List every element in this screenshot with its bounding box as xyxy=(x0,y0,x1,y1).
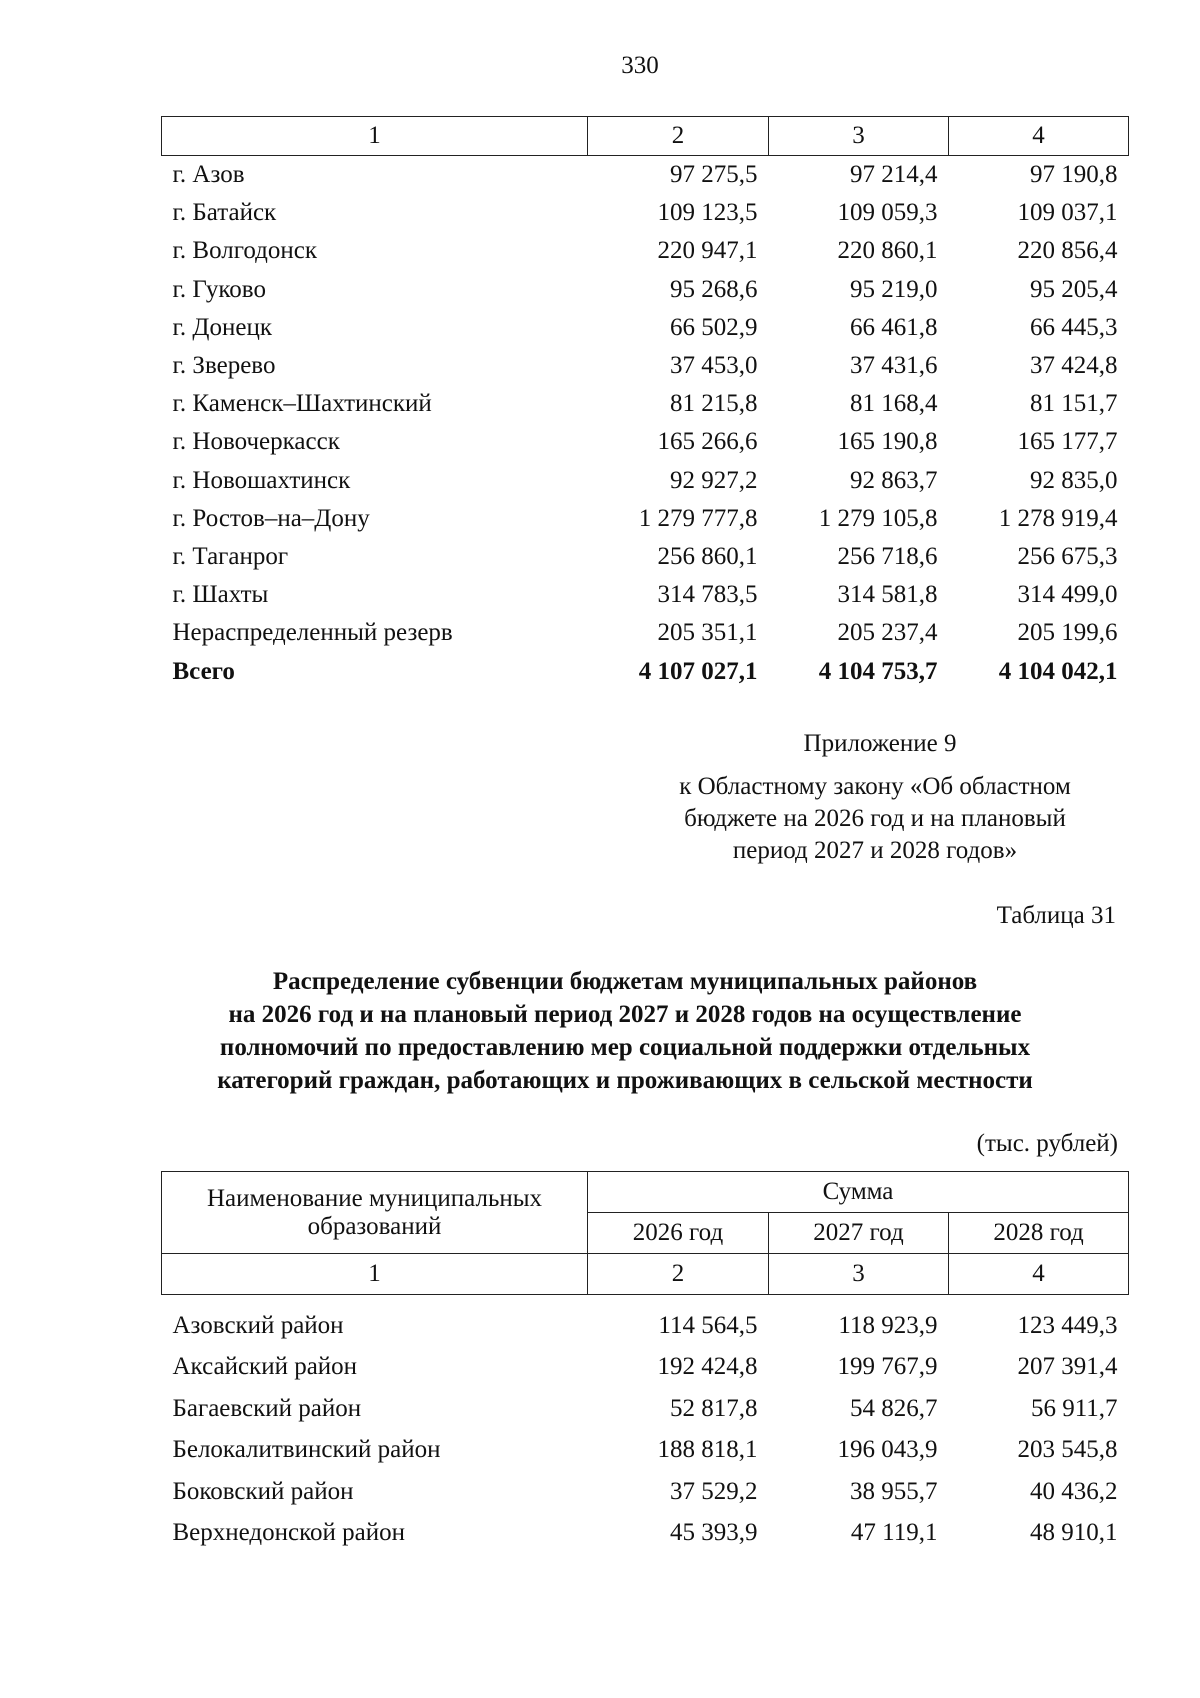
appendix-reference-line: к Областному закону «Об областном xyxy=(679,773,1071,800)
table-row xyxy=(162,614,1129,652)
amount-2028: 95 205,4 xyxy=(1030,275,1118,303)
amount-2027: 314 581,8 xyxy=(837,581,938,609)
municipality-name: Азовский район xyxy=(172,1311,344,1339)
amount-2026: 220 947,1 xyxy=(657,237,758,265)
table-row xyxy=(162,194,1129,232)
table-row xyxy=(162,423,1129,461)
districts-table xyxy=(161,1171,1129,1554)
table-row xyxy=(162,309,1129,347)
amount-2026: 52 817,8 xyxy=(670,1394,758,1422)
amount-2027: 47 119,1 xyxy=(850,1519,938,1547)
amount-2028: 66 445,3 xyxy=(1030,313,1118,341)
total-2026: 4 107 027,1 xyxy=(638,657,758,685)
amount-2026: 66 502,9 xyxy=(670,313,758,341)
municipality-name: г. Новошахтинск xyxy=(172,466,351,494)
municipality-name: г. Гуково xyxy=(172,275,266,303)
column-number: 1 xyxy=(162,1254,588,1295)
header-sum: Сумма xyxy=(588,1172,1129,1213)
amount-2026: 95 268,6 xyxy=(670,275,758,303)
total-row xyxy=(162,652,1129,690)
column-number: 4 xyxy=(949,117,1129,156)
table-row xyxy=(162,271,1129,309)
amount-2026: 109 123,5 xyxy=(657,199,758,227)
amount-2027: 37 431,6 xyxy=(850,352,938,380)
amount-2028: 81 151,7 xyxy=(1030,390,1118,418)
municipality-name: Аксайский район xyxy=(172,1353,358,1381)
municipality-name: Верхнедонской район xyxy=(172,1519,405,1547)
amount-2028: 92 835,0 xyxy=(1030,466,1118,494)
header-year-2026: 2026 год xyxy=(588,1213,769,1254)
column-number-row xyxy=(162,117,1129,156)
header-year-2028: 2028 год xyxy=(949,1213,1129,1254)
amount-2028: 314 499,0 xyxy=(1017,581,1118,609)
amount-2028: 37 424,8 xyxy=(1030,352,1118,380)
column-number: 2 xyxy=(588,117,769,156)
amount-2027: 220 860,1 xyxy=(837,237,938,265)
document-heading xyxy=(100,965,1150,1097)
amount-2026: 92 927,2 xyxy=(670,466,758,494)
total-2027: 4 104 753,7 xyxy=(818,657,938,685)
appendix-reference xyxy=(640,771,1110,867)
spacer-row xyxy=(162,1295,1129,1306)
column-number: 3 xyxy=(769,117,949,156)
units-label: (тыс. рублей) xyxy=(976,1130,1118,1157)
table-row xyxy=(162,1347,1129,1389)
amount-2027: 66 461,8 xyxy=(850,313,938,341)
table-row xyxy=(162,385,1129,423)
municipality-name: г. Батайск xyxy=(172,199,277,227)
page-number: 330 xyxy=(621,52,659,79)
municipality-name: г. Таганрог xyxy=(172,542,289,570)
amount-2026: 97 275,5 xyxy=(670,161,758,189)
municipality-name: г. Ростов–на–Дону xyxy=(172,504,370,532)
amount-2026: 165 266,6 xyxy=(657,428,758,456)
amount-2027: 1 279 105,8 xyxy=(818,504,938,532)
amount-2027: 109 059,3 xyxy=(837,199,938,227)
amount-2027: 199 767,9 xyxy=(837,1353,938,1381)
column-number: 4 xyxy=(949,1254,1129,1295)
amount-2026: 314 783,5 xyxy=(657,581,758,609)
municipality-name: г. Новочеркасск xyxy=(172,428,340,456)
amount-2028: 97 190,8 xyxy=(1030,161,1118,189)
amount-2027: 95 219,0 xyxy=(850,275,938,303)
amount-2027: 205 237,4 xyxy=(837,619,938,647)
amount-2028: 203 545,8 xyxy=(1017,1436,1118,1464)
amount-2026: 192 424,8 xyxy=(657,1353,758,1381)
amount-2027: 97 214,4 xyxy=(850,161,938,189)
amount-2028: 165 177,7 xyxy=(1017,428,1118,456)
table-row xyxy=(162,576,1129,614)
municipality-name: Багаевский район xyxy=(172,1394,362,1422)
table-row xyxy=(162,347,1129,385)
column-number: 3 xyxy=(769,1254,949,1295)
column-number: 1 xyxy=(162,117,588,156)
table-row xyxy=(162,462,1129,500)
appendix-reference-line: бюджете на 2026 год и на плановый xyxy=(684,805,1066,832)
municipality-name: Белокалитвинский район xyxy=(172,1436,441,1464)
amount-2027: 54 826,7 xyxy=(850,1394,938,1422)
amount-2026: 37 453,0 xyxy=(670,352,758,380)
municipality-name: Боковский район xyxy=(172,1477,354,1505)
municipality-name: г. Зверево xyxy=(172,352,276,380)
municipality-name: г. Азов xyxy=(172,161,245,189)
table-row xyxy=(162,1305,1129,1347)
municipality-name: г. Шахты xyxy=(172,581,269,609)
amount-2028: 48 910,1 xyxy=(1030,1519,1118,1547)
municipality-name: Нераспределенный резерв xyxy=(172,619,453,647)
amount-2027: 81 168,4 xyxy=(850,390,938,418)
amount-2027: 165 190,8 xyxy=(837,428,938,456)
amount-2027: 196 043,9 xyxy=(837,1436,938,1464)
amount-2028: 123 449,3 xyxy=(1017,1311,1118,1339)
table-row xyxy=(162,1513,1129,1555)
amount-2027: 92 863,7 xyxy=(850,466,938,494)
municipality-name: г. Волгодонск xyxy=(172,237,318,265)
total-label: Всего xyxy=(172,657,235,685)
amount-2026: 205 351,1 xyxy=(657,619,758,647)
heading-line: категорий граждан, работающих и проживающих в сельской местности xyxy=(217,1067,1033,1094)
amount-2028: 109 037,1 xyxy=(1017,199,1118,227)
appendix-reference-line: период 2027 и 2028 годов» xyxy=(732,837,1018,864)
appendix-title: Приложение 9 xyxy=(803,730,957,757)
heading-line: на 2026 год и на плановый период 2027 и 2028 годов на осуществление xyxy=(228,1001,1022,1028)
table-row xyxy=(162,1471,1129,1513)
table-row xyxy=(162,538,1129,576)
column-number: 2 xyxy=(588,1254,769,1295)
amount-2027: 38 955,7 xyxy=(850,1477,938,1505)
amount-2028: 220 856,4 xyxy=(1017,237,1118,265)
table-row xyxy=(162,232,1129,270)
header-name-line: Наименование муниципальных xyxy=(206,1184,543,1212)
amount-2026: 37 529,2 xyxy=(670,1477,758,1505)
amount-2028: 205 199,6 xyxy=(1017,619,1118,647)
municipality-name: г. Каменск–Шахтинский xyxy=(172,390,432,418)
table-row xyxy=(162,1388,1129,1430)
total-2028: 4 104 042,1 xyxy=(998,657,1118,685)
amount-2028: 256 675,3 xyxy=(1017,542,1118,570)
table-row xyxy=(162,156,1129,195)
header-municipality-name xyxy=(162,1172,588,1254)
amount-2026: 188 818,1 xyxy=(657,1436,758,1464)
amount-2026: 114 564,5 xyxy=(658,1311,758,1339)
amount-2027: 118 923,9 xyxy=(838,1311,938,1339)
header-year-2027: 2027 год xyxy=(769,1213,949,1254)
cities-table xyxy=(161,116,1129,691)
table-row xyxy=(162,1430,1129,1472)
municipality-name: г. Донецк xyxy=(172,313,272,341)
table-caption: Таблица 31 xyxy=(996,902,1116,929)
column-number-row xyxy=(162,1254,1129,1295)
heading-line: Распределение субвенции бюджетам муниципальных районов xyxy=(272,968,978,995)
amount-2027: 256 718,6 xyxy=(837,542,938,570)
amount-2026: 1 279 777,8 xyxy=(638,504,758,532)
header-row xyxy=(162,1172,1129,1213)
amount-2026: 81 215,8 xyxy=(670,390,758,418)
amount-2028: 56 911,7 xyxy=(1030,1394,1118,1422)
table-row xyxy=(162,500,1129,538)
header-name-line: образований xyxy=(307,1212,442,1240)
amount-2026: 45 393,9 xyxy=(670,1519,758,1547)
amount-2028: 1 278 919,4 xyxy=(998,504,1118,532)
amount-2028: 207 391,4 xyxy=(1017,1353,1118,1381)
amount-2026: 256 860,1 xyxy=(657,542,758,570)
heading-line: полномочий по предоставлению мер социальной поддержки отдельных xyxy=(219,1034,1031,1061)
amount-2028: 40 436,2 xyxy=(1030,1477,1118,1505)
